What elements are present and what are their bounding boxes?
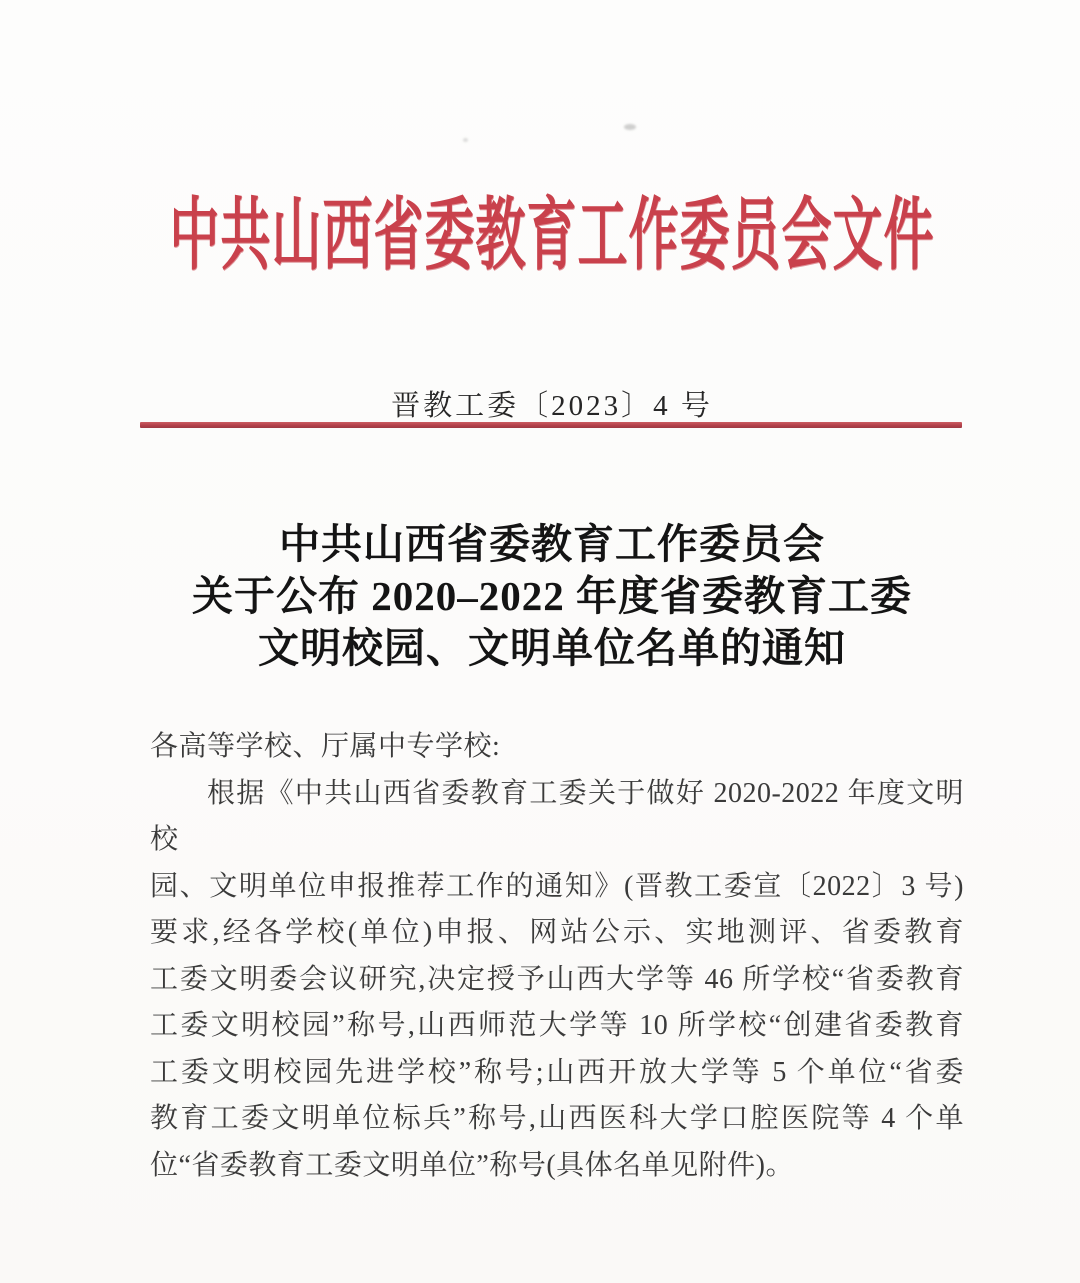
body-line: 工委文明校园先进学校”称号;山西开放大学等 5 个单位“省委 xyxy=(150,1056,964,1088)
salutation-line: 各高等学校、厅属中专学校: xyxy=(150,731,501,762)
notice-title xyxy=(110,518,994,674)
body-closing-line: 位“省委教育工委文明单位”称号(具体名单见附件)。 xyxy=(150,1149,795,1181)
body-line: 教育工委文明单位标兵”称号,山西医科大学口腔医院等 4 个单 xyxy=(150,1103,964,1134)
notice-title-line-2: 关于公布 2020–2022 年度省委教育工委 xyxy=(192,573,912,619)
scan-artifact xyxy=(463,138,468,142)
body-line: 要求,经各学校(单位)申报、网站公示、实地测评、省委教育 xyxy=(150,917,964,948)
scan-artifact xyxy=(624,124,636,130)
body-line: 根据《中共山西省委教育工委关于做好 2020-2022 年度文明校 xyxy=(150,777,964,855)
notice-title-line-3: 文明校园、文明单位名单的通知 xyxy=(258,625,846,671)
body-line: 园、文明单位申报推荐工作的通知》(晋教工委宣〔2022〕3 号) xyxy=(150,870,964,902)
body-line: 工委文明校园”称号,山西师范大学等 10 所学校“创建省委教育 xyxy=(150,1010,964,1041)
document-number: 晋教工委〔2023〕4 号 xyxy=(391,390,713,422)
red-divider-line xyxy=(140,422,962,428)
notice-title-line-1: 中共山西省委教育工作委员会 xyxy=(279,521,825,567)
letterhead-title: 中共山西省委教育工作委员会文件 xyxy=(169,190,935,280)
notice-body xyxy=(150,724,964,1189)
body-line: 工委文明委会议研究,决定授予山西大学等 46 所学校“省委教育 xyxy=(150,963,964,995)
